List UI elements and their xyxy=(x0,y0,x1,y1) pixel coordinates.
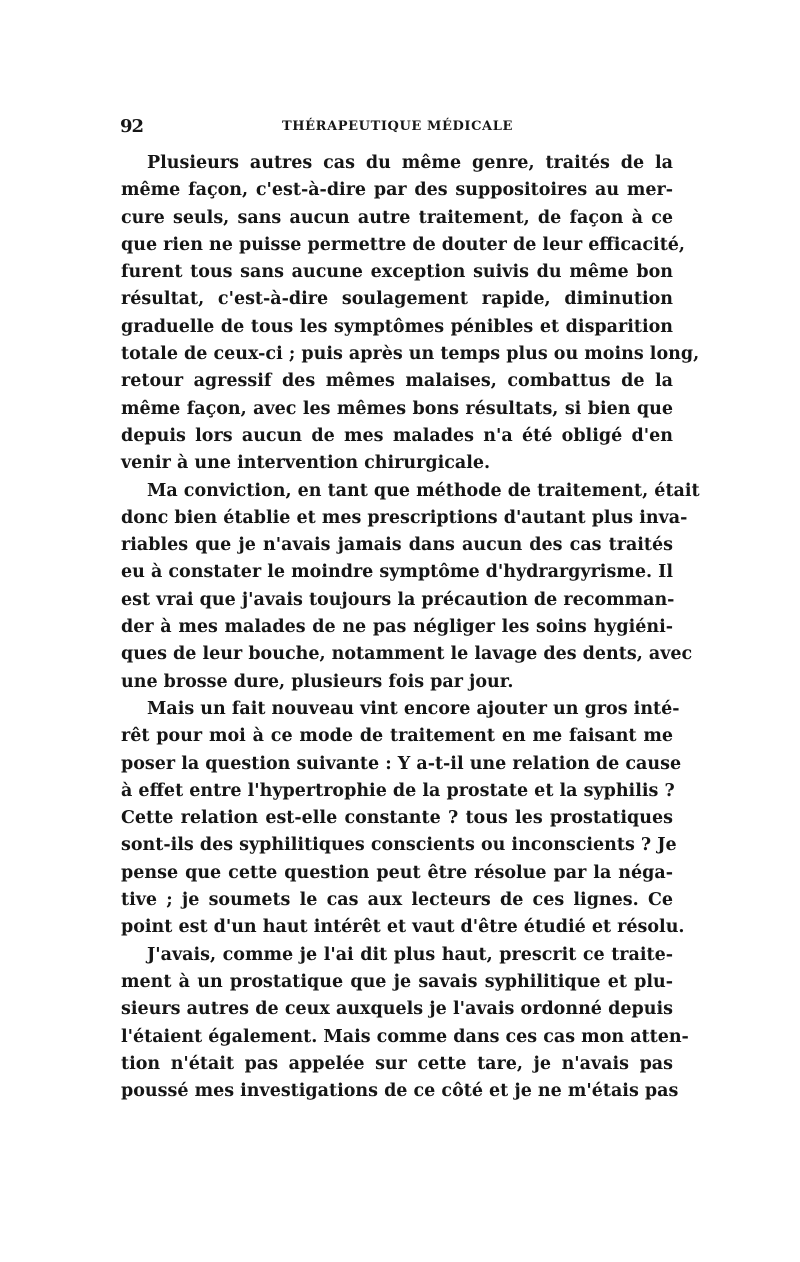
text-line: tion n'était pas appelée sur cette tare, je n'avais pas xyxy=(121,1053,673,1074)
text-line: depuis lors aucun de mes malades n'a été obligé d'en xyxy=(121,425,673,446)
text-line: pense que cette question peut être résolue par la néga- xyxy=(121,862,673,883)
text-line: der à mes malades de ne pas négliger les soins hygiéni- xyxy=(121,617,673,638)
text-line: retour agressif des mêmes malaises, combattus de la xyxy=(121,371,673,392)
text-line: ment à un prostatique que je savais syphilitique et plu- xyxy=(121,971,673,992)
text-line: même façon, c'est-à-dire par des suppositoires au mer- xyxy=(121,180,673,201)
text-line: poussé mes investigations de ce côté et je ne m'étais pas xyxy=(121,1081,679,1102)
text-line: graduelle de tous les symptômes pénibles et disparition xyxy=(121,316,673,337)
text-line: est vrai que j'avais toujours la précaution de recomman- xyxy=(121,589,675,610)
text-line: l'étaient également. Mais comme dans ces cas mon atten- xyxy=(121,1026,689,1047)
text-line: totale de ceux-ci ; puis après un temps plus ou moins long, xyxy=(121,344,700,365)
text-line: une brosse dure, plusieurs fois par jour. xyxy=(121,671,514,692)
text-line: que rien ne puisse permettre de douter de leur efficacité, xyxy=(121,234,686,255)
text-line: même façon, avec les mêmes bons résultats, si bien que xyxy=(121,398,673,419)
text-line: cure seuls, sans aucun autre traitement, de façon à ce xyxy=(121,207,673,228)
text-line: Plusieurs autres cas du même genre, traités de la xyxy=(147,153,673,173)
page-number: 92 xyxy=(120,116,144,137)
running-title: THÉRAPEUTIQUE MÉDICALE xyxy=(282,119,513,134)
body-text xyxy=(121,150,700,1105)
text-line: Mais un fait nouveau vint encore ajouter un gros inté- xyxy=(147,698,680,719)
text-line: venir à une intervention chirurgicale. xyxy=(121,453,491,474)
text-line: eu à constater le moindre symptôme d'hydrargyrisme. Il xyxy=(121,562,673,583)
text-line: sont-ils des syphilitiques conscients ou inconscients ? Je xyxy=(121,835,677,856)
text-line: riables que je n'avais jamais dans aucun des cas traités xyxy=(121,535,673,556)
text-line: poser la question suivante : Y a-t-il une relation de cause xyxy=(121,753,682,774)
text-line: J'avais, comme je l'ai dit plus haut, prescrit ce traite- xyxy=(147,944,673,965)
text-line: point est d'un haut intérêt et vaut d'être étudié et résolu. xyxy=(121,917,685,938)
text-line: donc bien établie et mes prescriptions d'autant plus inva- xyxy=(121,507,688,528)
text-line: rêt pour moi à ce mode de traitement en me faisant me xyxy=(121,726,673,747)
text-line: résultat, c'est-à-dire soulagement rapide, diminution xyxy=(121,289,673,310)
text-line: furent tous sans aucune exception suivis du même bon xyxy=(121,262,673,283)
text-line: Ma conviction, en tant que méthode de traitement, était xyxy=(147,480,700,501)
text-line: Cette relation est-elle constante ? tous les prostatiques xyxy=(121,808,673,829)
text-line: à effet entre l'hypertrophie de la prostate et la syphilis ? xyxy=(121,780,675,801)
text-line: sieurs autres de ceux auxquels je l'avais ordonné depuis xyxy=(121,999,673,1020)
text-line: ques de leur bouche, notamment le lavage des dents, avec xyxy=(121,644,693,665)
text-line: tive ; je soumets le cas aux lecteurs de ces lignes. Ce xyxy=(121,890,673,911)
